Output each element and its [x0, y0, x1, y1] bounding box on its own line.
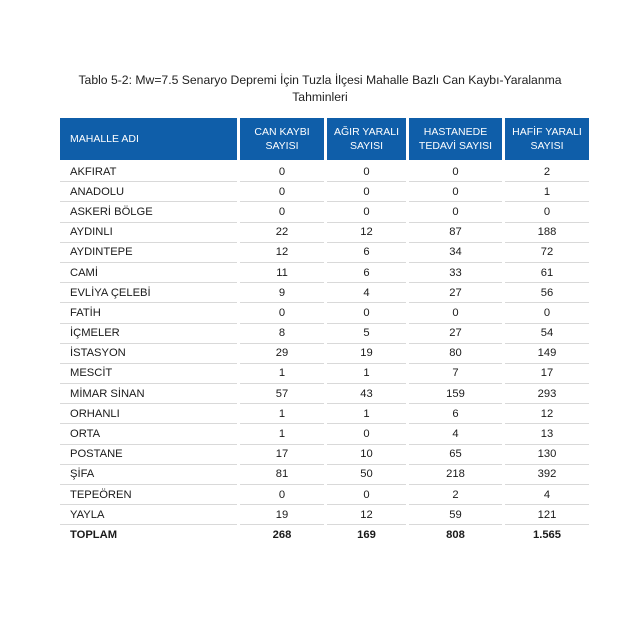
cell-hospital-treatment-count: 2 — [409, 485, 502, 505]
table-total-row — [60, 525, 589, 544]
cell-light-injury-count: 4 — [505, 485, 589, 505]
table-row — [60, 485, 589, 505]
cell-death-count: 57 — [240, 384, 324, 404]
cell-hospital-treatment-count: 59 — [409, 505, 502, 525]
total-death-count: 268 — [272, 528, 292, 541]
cell-death-count: 1 — [240, 424, 324, 444]
header-hospital-treatment-count: HASTANEDE TEDAVİ SAYISI — [409, 118, 502, 160]
cell-death-count: 12 — [240, 243, 324, 263]
cell-light-injury-count: 1 — [505, 182, 589, 202]
cell-light-injury-count: 188 — [505, 223, 589, 243]
cell-neighborhood-name: ORTA — [60, 424, 237, 444]
cell-death-count: 1 — [240, 404, 324, 424]
cell-severe-injury-count: 12 — [327, 223, 406, 243]
table-row — [60, 384, 589, 404]
cell-death-count: 8 — [240, 324, 324, 344]
cell-neighborhood-name: TEPEÖREN — [60, 485, 237, 505]
cell-neighborhood-name: ŞİFA — [60, 465, 237, 485]
cell-severe-injury-count: 12 — [327, 505, 406, 525]
cell-death-count: 19 — [240, 505, 324, 525]
total-light-injury-count: 1.565 — [533, 528, 561, 541]
table-row — [60, 182, 589, 202]
cell-hospital-treatment-count: 33 — [409, 263, 502, 283]
table-caption — [40, 72, 600, 106]
cell-death-count: 9 — [240, 283, 324, 303]
cell-neighborhood-name: YAYLA — [60, 505, 237, 525]
cell-severe-injury-count: 19 — [327, 344, 406, 364]
cell-severe-injury-count: 0 — [327, 202, 406, 222]
cell-hospital-treatment-count: 80 — [409, 344, 502, 364]
cell-light-injury-count: 17 — [505, 364, 589, 384]
header-death-count: CAN KAYBI SAYISI — [240, 118, 324, 160]
cell-neighborhood-name: AKFIRAT — [60, 160, 237, 182]
cell-hospital-treatment-count: 0 — [409, 202, 502, 222]
cell-death-count: 0 — [240, 160, 324, 182]
cell-severe-injury-count: 0 — [327, 182, 406, 202]
cell-light-injury-count: 130 — [505, 445, 589, 465]
cell-severe-injury-count: 0 — [327, 160, 406, 182]
cell-severe-injury-count: 50 — [327, 465, 406, 485]
cell-severe-injury-count: 1 — [327, 404, 406, 424]
cell-light-injury-count: 121 — [505, 505, 589, 525]
cell-neighborhood-name: CAMİ — [60, 263, 237, 283]
cell-hospital-treatment-count: 27 — [409, 283, 502, 303]
cell-death-count: 22 — [240, 223, 324, 243]
cell-severe-injury-count: 0 — [327, 303, 406, 323]
cell-hospital-treatment-count: 0 — [409, 182, 502, 202]
cell-hospital-treatment-count: 7 — [409, 364, 502, 384]
cell-neighborhood-name: ASKERİ BÖLGE — [60, 202, 237, 222]
table-row — [60, 303, 589, 323]
cell-neighborhood-name: AYDINTEPE — [60, 243, 237, 263]
cell-hospital-treatment-count: 27 — [409, 324, 502, 344]
table-row — [60, 344, 589, 364]
cell-death-count: 81 — [240, 465, 324, 485]
table-row — [60, 404, 589, 424]
cell-hospital-treatment-count: 6 — [409, 404, 502, 424]
cell-neighborhood-name: POSTANE — [60, 445, 237, 465]
cell-death-count: 0 — [240, 485, 324, 505]
total-hospital-treatment-count: 808 — [446, 528, 465, 541]
header-light-injury-count: HAFİF YARALI SAYISI — [505, 118, 589, 160]
cell-severe-injury-count: 6 — [327, 263, 406, 283]
cell-light-injury-count: 2 — [505, 160, 589, 182]
cell-severe-injury-count: 5 — [327, 324, 406, 344]
cell-light-injury-count: 72 — [505, 243, 589, 263]
table-row — [60, 263, 589, 283]
cell-hospital-treatment-count: 87 — [409, 223, 502, 243]
table-row — [60, 364, 589, 384]
cell-death-count: 0 — [240, 202, 324, 222]
cell-neighborhood-name: İÇMELER — [60, 324, 237, 344]
cell-death-count: 0 — [240, 182, 324, 202]
table-row — [60, 223, 589, 243]
cell-hospital-treatment-count: 4 — [409, 424, 502, 444]
cell-severe-injury-count: 10 — [327, 445, 406, 465]
caption-line-1: Tablo 5-2: Mw=7.5 Senaryo Depremi İçin Tuzla İlçesi Mahalle Bazlı Can Kaybı-Yaralanma — [78, 73, 562, 87]
cell-light-injury-count: 61 — [505, 263, 589, 283]
cell-death-count: 11 — [240, 263, 324, 283]
table-row — [60, 505, 589, 525]
table-row — [60, 445, 589, 465]
total-neighborhood-name: TOPLAM — [70, 528, 118, 541]
cell-neighborhood-name: AYDINLI — [60, 223, 237, 243]
cell-neighborhood-name: EVLİYA ÇELEBİ — [60, 283, 237, 303]
table-row — [60, 324, 589, 344]
cell-neighborhood-name: MİMAR SİNAN — [60, 384, 237, 404]
table-body — [60, 160, 589, 545]
casualty-estimate-table — [57, 118, 592, 545]
table-row — [60, 160, 589, 182]
cell-light-injury-count: 13 — [505, 424, 589, 444]
caption-line-2: Tahminleri — [292, 90, 348, 104]
cell-neighborhood-name: ANADOLU — [60, 182, 237, 202]
cell-death-count: 0 — [240, 303, 324, 323]
cell-light-injury-count: 392 — [505, 465, 589, 485]
cell-light-injury-count: 12 — [505, 404, 589, 424]
cell-neighborhood-name: ORHANLI — [60, 404, 237, 424]
cell-severe-injury-count: 43 — [327, 384, 406, 404]
table-row — [60, 283, 589, 303]
cell-light-injury-count: 0 — [505, 303, 589, 323]
cell-death-count: 17 — [240, 445, 324, 465]
cell-severe-injury-count: 0 — [327, 485, 406, 505]
cell-light-injury-count: 56 — [505, 283, 589, 303]
cell-neighborhood-name: FATİH — [60, 303, 237, 323]
cell-light-injury-count: 149 — [505, 344, 589, 364]
table-row — [60, 243, 589, 263]
cell-neighborhood-name: İSTASYON — [60, 344, 237, 364]
table-header-row — [60, 118, 589, 160]
cell-hospital-treatment-count: 218 — [409, 465, 502, 485]
cell-severe-injury-count: 1 — [327, 364, 406, 384]
table-row — [60, 424, 589, 444]
cell-light-injury-count: 54 — [505, 324, 589, 344]
table-row — [60, 465, 589, 485]
cell-neighborhood-name: MESCİT — [60, 364, 237, 384]
total-severe-injury-count: 169 — [357, 528, 376, 541]
header-severe-injury-count: AĞIR YARALI SAYISI — [327, 118, 406, 160]
cell-hospital-treatment-count: 0 — [409, 303, 502, 323]
table-row — [60, 202, 589, 222]
cell-death-count: 29 — [240, 344, 324, 364]
cell-hospital-treatment-count: 65 — [409, 445, 502, 465]
cell-death-count: 1 — [240, 364, 324, 384]
cell-light-injury-count: 0 — [505, 202, 589, 222]
cell-severe-injury-count: 6 — [327, 243, 406, 263]
cell-severe-injury-count: 0 — [327, 424, 406, 444]
cell-hospital-treatment-count: 0 — [409, 160, 502, 182]
cell-hospital-treatment-count: 34 — [409, 243, 502, 263]
header-neighborhood-name: MAHALLE ADI — [60, 118, 237, 160]
cell-severe-injury-count: 4 — [327, 283, 406, 303]
cell-light-injury-count: 293 — [505, 384, 589, 404]
cell-hospital-treatment-count: 159 — [409, 384, 502, 404]
